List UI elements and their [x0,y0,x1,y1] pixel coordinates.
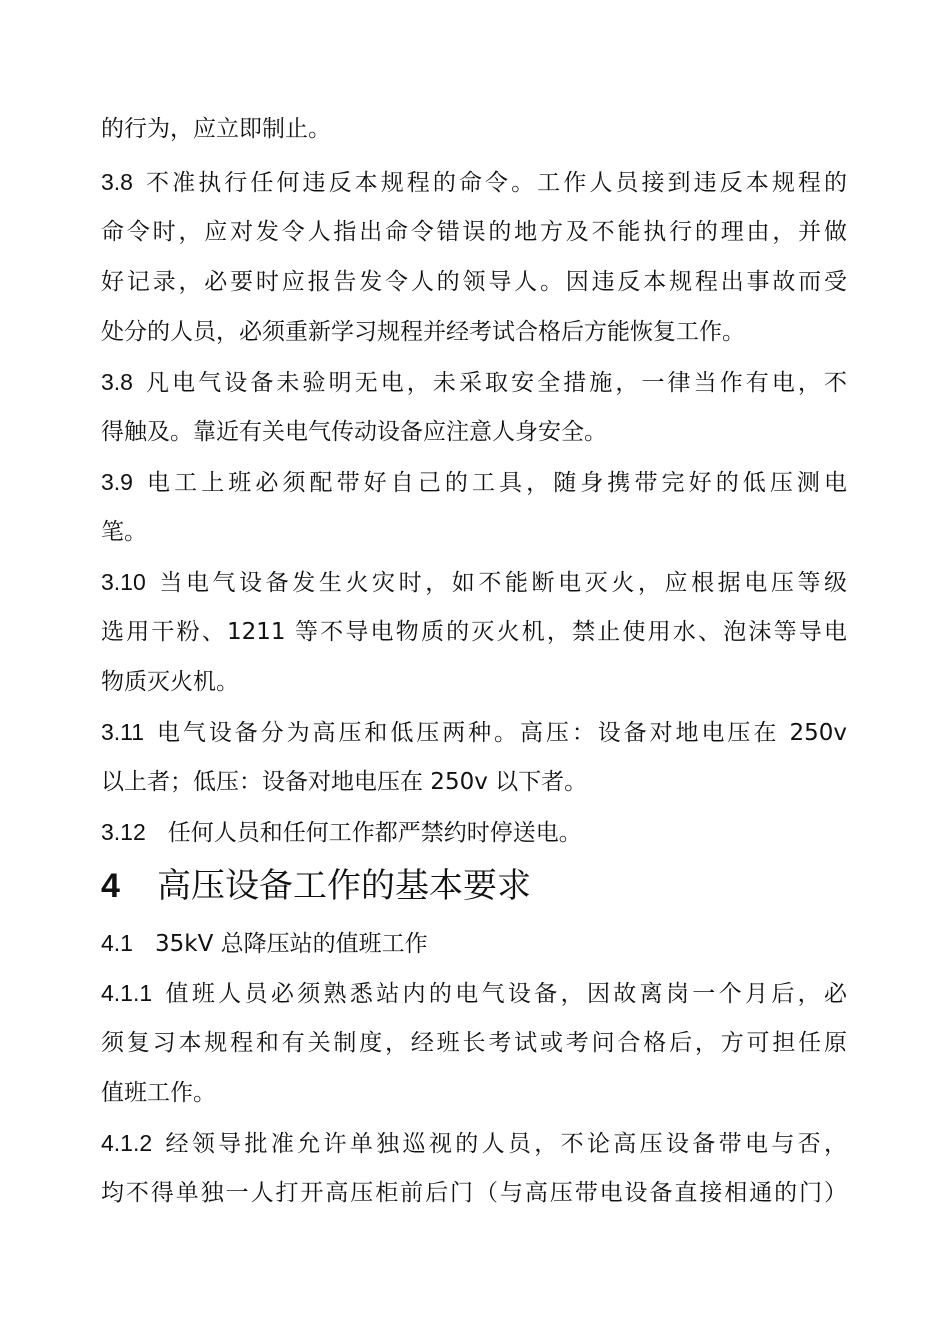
clause-number: 3.11 [101,719,145,745]
line-text: 笔。 [101,519,147,545]
line-text: 的行为，应立即制止。 [101,116,331,142]
clause-3-9 [101,457,847,507]
clause-number: 4.1.1 [101,980,153,1006]
clause-number: 4.1 [101,930,133,956]
text-line [101,407,607,457]
line-text: 任何人员和任何工作都严禁约时停送电。 [167,820,582,846]
clause-number: 3.12 [101,819,146,845]
text-line [101,757,587,807]
line-text: 好记录，必要时应报告发令人的领导人。因违反本规程出事故而受 [101,269,847,295]
line-text: 均不得单独一人打开高压柜前后门（与高压带电设备直接相通的门） [101,1180,847,1206]
clause-3-8-b [101,357,847,407]
section-heading [101,856,531,916]
line-text: 以上者；低压：设备对地电压在 250v 以下者。 [101,769,588,795]
line-text: 35kV 总降压站的值班工作 [154,931,428,957]
line-text: 电工上班必须配带好自己的工具，随身携带完好的低压测电 [142,470,847,496]
text-line [101,507,147,557]
text-line [101,607,847,657]
text-line [101,1168,847,1218]
text-line [101,104,331,154]
text-line [101,657,239,707]
line-text: 处分的人员，必须重新学习规程并经考试合格后方能恢复工作。 [101,319,745,345]
line-text: 命令时，应对发令人指出命令错误的地方及不能执行的理由，并做 [101,219,847,245]
clause-number: 3.10 [101,569,146,595]
line-text: 值班人员必须熟悉站内的电气设备，因故离岗一个月后，必 [162,981,847,1007]
clause-3-11 [101,707,847,757]
line-text: 凡电气设备未验明无电，未采取安全措施，一律当作有电，不 [142,370,847,396]
text-line [101,1068,216,1118]
clause-number: 3.8 [101,169,133,195]
clause-3-8-a [101,157,847,207]
line-text: 须复习本规程和有关制度，经班长考试或考问合格后，方可担任原 [101,1030,847,1056]
clause-4-1-2 [101,1118,847,1168]
line-text: 选用干粉、1211 等不导电物质的灭火机，禁止使用水、泡沫等导电 [101,619,847,645]
line-text: 物质灭火机。 [101,669,239,695]
text-line [101,1018,847,1068]
line-text: 经领导批准允许单独巡视的人员，不论高压设备带电与否， [162,1131,847,1157]
line-text: 当电气设备发生火灾时，如不能断电灭火，应根据电压等级 [155,570,847,596]
section-title: 高压设备工作的基本要求 [157,866,531,906]
clause-number: 3.8 [101,369,133,395]
line-text: 得触及。靠近有关电气传动设备应注意人身安全。 [101,419,607,445]
line-text: 值班工作。 [101,1080,216,1106]
clause-3-12 [101,807,582,857]
clause-4-1 [101,918,428,968]
text-line [101,257,847,307]
section-number: 4 [101,867,120,905]
clause-number: 4.1.2 [101,1130,153,1156]
text-line [101,307,745,357]
line-text: 电气设备分为高压和低压两种。高压：设备对地电压在 250v [154,720,847,746]
clause-3-10 [101,557,847,607]
clause-number: 3.9 [101,469,133,495]
line-text: 不准执行任何违反本规程的命令。工作人员接到违反本规程的 [142,170,847,196]
text-line [101,207,847,257]
clause-4-1-1 [101,968,847,1018]
